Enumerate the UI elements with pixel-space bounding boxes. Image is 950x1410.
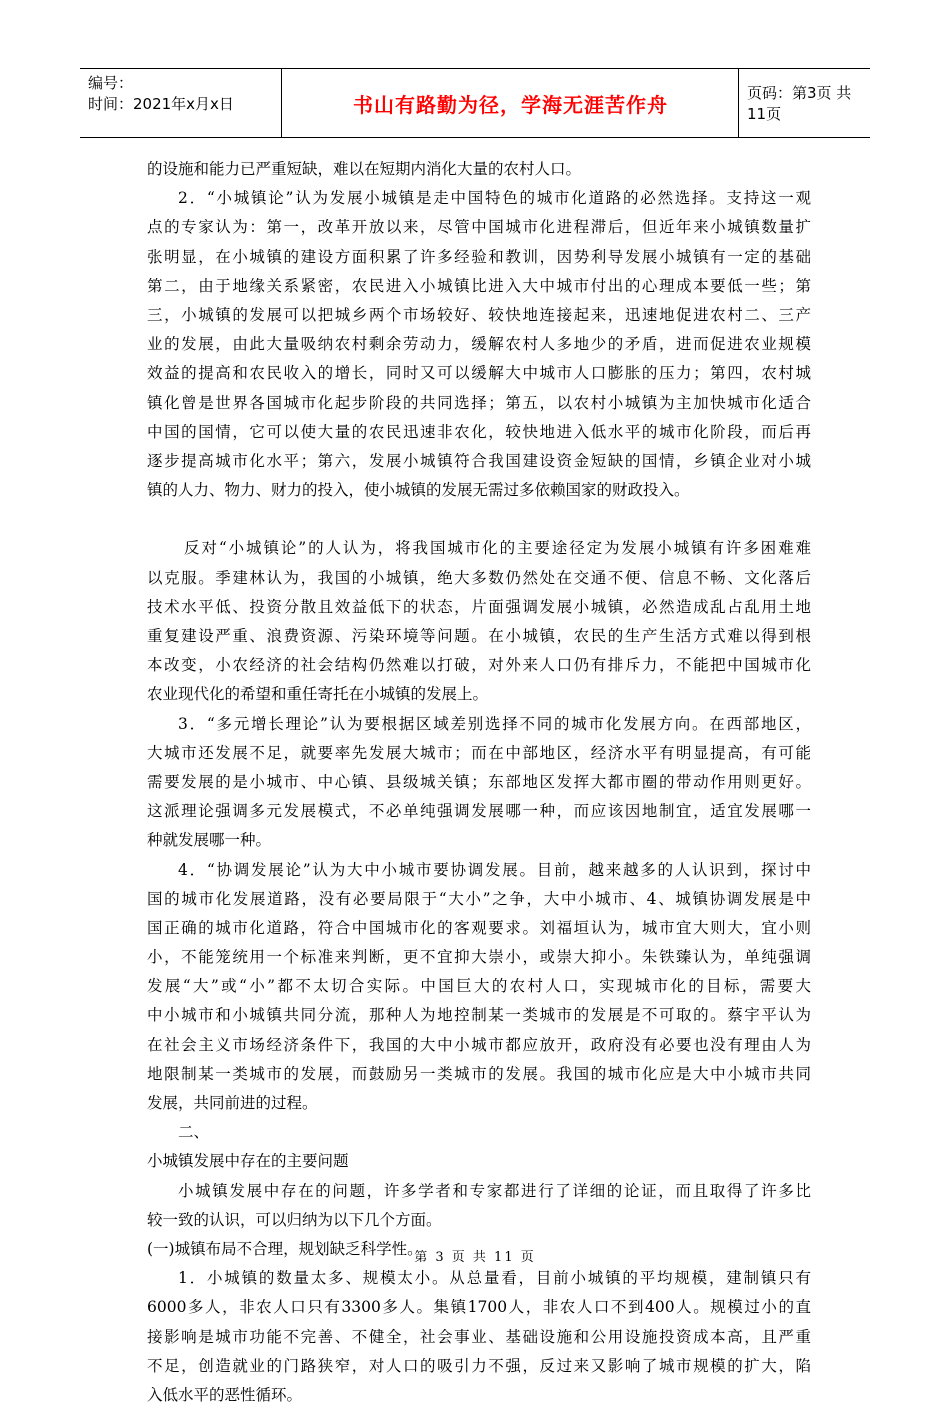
text-line: 6000多人，非农人口只有3300多人。集镇1700人，非农人口不到400人。规模过小的直: [147, 1298, 811, 1317]
section-heading: 小城镇发展中存在的主要问题: [147, 1152, 349, 1171]
text-line: 接影响是城市功能不完善、不健全，社会事业、基础设施和公用设施投资成本高，且严重: [147, 1327, 811, 1346]
text-line: 镇的人力、物力、财力的投入，使小城镇的发展无需过多依赖国家的财政投入。: [147, 481, 690, 500]
text-line: 逐步提高城市化水平；第六，发展小城镇符合我国建设资金短缺的国情，乡镇企业对小城: [147, 451, 811, 470]
text-line: 中国的国情，它可以使大量的农民迅速非农化，较快地进入低水平的城市化阶段，而后再: [147, 422, 811, 441]
text-line: 反对“小城镇论”的人认为，将我国城市化的主要途径定为发展小城镇有许多困难难: [184, 539, 811, 558]
text-line: 重复建设严重、浪费资源、污染环境等问题。在小城镇，农民的生产生活方式难以得到根: [147, 627, 811, 645]
text-line: 本改变，小农经济的社会结构仍然难以打破，对外来人口仍有排斥力，不能把中国城市化: [147, 656, 811, 675]
text-line: 1．小城镇的数量太多、规模太小。从总量看，目前小城镇的平均规模，建制镇只有: [178, 1269, 811, 1288]
header-meta: [80, 69, 282, 137]
text-line: 镇化曾是世界各国城市化起步阶段的共同选择；第五，以农村小城镇为主加快城市化适合: [147, 393, 811, 412]
text-line: 农业现代化的希望和重任寄托在小城镇的发展上。: [147, 685, 489, 704]
text-line: 效益的提高和农民收入的增长，同时又可以缓解大中城市人口膨胀的压力；第四，农村城: [147, 364, 811, 383]
text-line: 大城市还发展不足，就要率先发展大城市；而在中部地区，经济水平有明显提高，有可能: [147, 743, 811, 762]
text-line: 业的发展，由此大量吸纳农村剩余劳动力，缓解农村人多地少的矛盾，进而促进农业规模: [147, 335, 811, 354]
header-motto: 书山有路勤为径，学海无涯苦作舟: [283, 69, 739, 137]
header-number: 编号：: [88, 74, 134, 92]
text-line: 较一致的认识，可以归纳为以下几个方面。: [147, 1210, 442, 1229]
page-header: [80, 68, 870, 138]
text-line: 需要发展的是小城市、中心镇、县级城关镇；东部地区发挥大都市圈的带动作用则更好。: [147, 772, 811, 791]
text-line: 小，不能笼统用一个标准来判断，更不宜抑大崇小，或崇大抑小。朱铁臻认为，单纯强调: [147, 948, 811, 967]
text-line: 张明显，在小城镇的建设方面积累了许多经验和教训，因势利导发展小城镇有一定的基础: [147, 247, 811, 266]
section-number: 二、: [178, 1123, 210, 1142]
text-line: 在社会主义市场经济条件下，我国的大中小城市都应放开，政府没有必要也没有理由人为: [147, 1035, 811, 1054]
page-footer: 第 3 页 共 11 页: [414, 1250, 536, 1265]
text-line: 不足，创造就业的门路狭窄，对人口的吸引力不强，反过来又影响了城市规模的扩大，陷: [147, 1356, 811, 1375]
document-body: [147, 155, 811, 1410]
header-time: 时间：2021年x月x日: [88, 95, 234, 113]
text-line: 3．“多元增长理论”认为要根据区域差别选择不同的城市化发展方向。在西部地区，: [178, 714, 811, 733]
text-line: 三，小城镇的发展可以把城乡两个市场较好、较快地连接起来，迅速地促进农村二、三产: [147, 305, 811, 324]
header-page-info: 页码：第3页 共11页: [747, 84, 852, 123]
subsection-heading: (一)城镇布局不合理，规划缺乏科学性。: [147, 1239, 423, 1258]
text-line: 2．“小城镇论”认为发展小城镇是走中国特色的城市化道路的必然选择。支持这一观: [178, 189, 811, 208]
paragraph-gap: [147, 505, 811, 534]
text-line: 这派理论强调多元发展模式，不必单纯强调发展哪一种，而应该因地制宜，适宜发展哪一: [147, 802, 811, 821]
text-line: 中小城市和小城镇共同分流，那种人为地控制某一类城市的发展是不可取的。蔡宇平认为: [147, 1006, 811, 1025]
text-line: 入低水平的恶性循环。: [147, 1385, 303, 1404]
text-line: 种就发展哪一种。: [147, 831, 272, 850]
text-line: 地限制某一类城市的发展，而鼓励另一类城市的发展。我国的城市化应是大中小城市共同: [147, 1064, 811, 1083]
text-line: 国正确的城市化道路，符合中国城市化的客观要求。刘福垣认为，城市宜大则大，宜小则: [147, 918, 811, 937]
text-line: 点的专家认为：第一，改革开放以来，尽管中国城市化进程滞后，但近年来小城镇数量扩: [147, 218, 811, 237]
text-line: 的设施和能力已严重短缺，难以在短期内消化大量的农村人口。: [147, 160, 582, 178]
text-line: 技术水平低、投资分散且效益低下的状态，片面强调发展小城镇，必然造成乱占乱用土地: [147, 597, 811, 616]
text-line: 小城镇发展中存在的问题，许多学者和专家都进行了详细的论证，而且取得了许多比: [178, 1181, 811, 1200]
text-line: 第二，由于地缘关系紧密，农民进入小城镇比进入大中城市付出的心理成本要低一些；第: [147, 276, 811, 295]
text-line: 发展，共同前进的过程。: [147, 1094, 318, 1112]
text-line: 4．“协调发展论”认为大中小城市要协调发展。目前，越来越多的人认识到，探讨中: [178, 860, 811, 879]
text-line: 国的城市化发展道路，没有必要局限于“大小”之争，大中小城市、4、城镇协调发展是中: [147, 889, 811, 908]
text-line: 发展“大”或“小”都不太切合实际。中国巨大的农村人口，实现城市化的目标，需要大: [147, 977, 811, 996]
text-line: 以克服。季建林认为，我国的小城镇，绝大多数仍然处在交通不便、信息不畅、文化落后: [147, 568, 811, 587]
